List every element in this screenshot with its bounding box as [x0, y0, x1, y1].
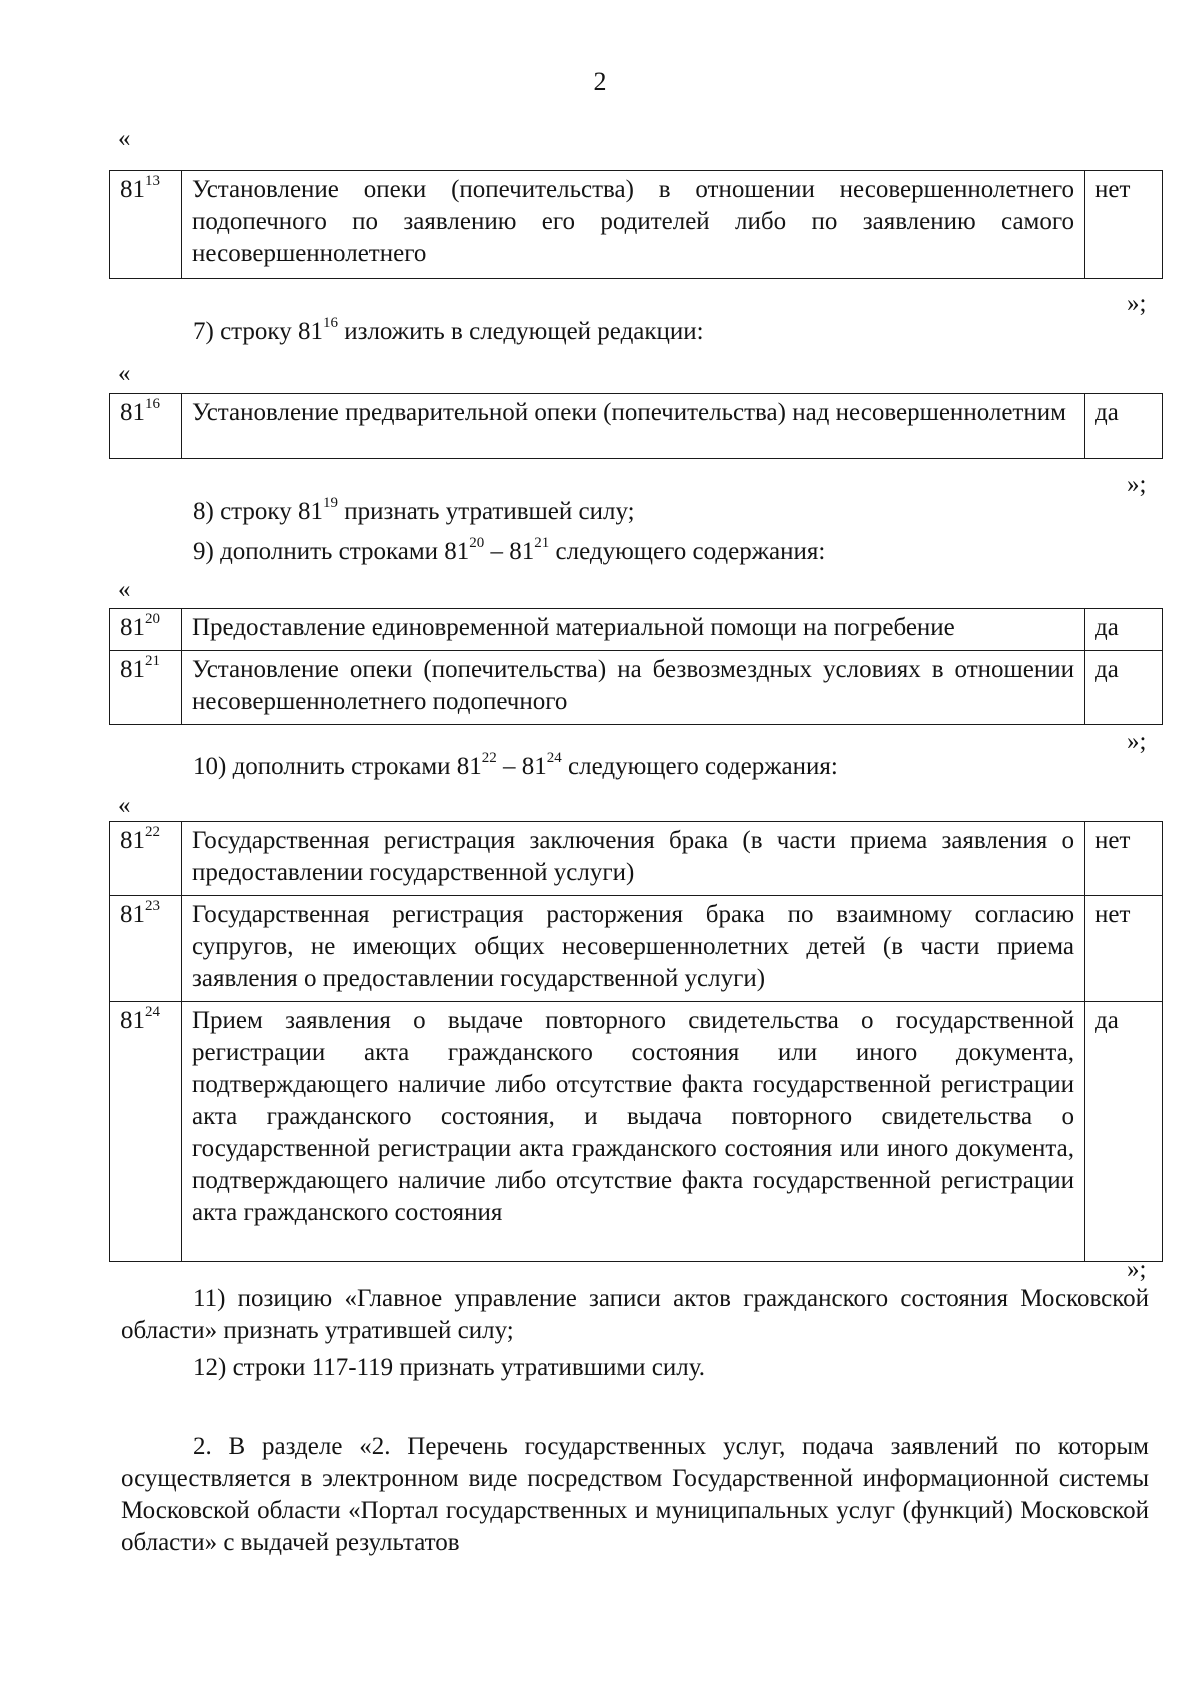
row-number: $81^{20}$	[110, 609, 182, 651]
row-value: да	[1085, 651, 1163, 725]
closing-quote: »;	[1127, 1256, 1147, 1283]
row-number: $81^{16}$	[110, 394, 182, 459]
closing-quote: »;	[1127, 290, 1147, 317]
row-number: $81^{13}$	[110, 171, 182, 279]
item-7: 7) строку $81^{16}$ изложить в следующей редакции:	[193, 315, 704, 345]
table-row-81-16	[109, 393, 1163, 459]
item-9: 9) дополнить строками $81^{20} - 81^{21}$ следующего содержания:	[193, 535, 826, 565]
row-description: Государственная регистрация расторжения брака по взаимному согласию супругов, не имеющих общих несовершеннолетних детей (в части приема заявления о предоставлении государственной услуги)	[182, 896, 1085, 1002]
opening-quote: «	[118, 360, 131, 387]
closing-quote: »;	[1127, 471, 1147, 498]
row-value: нет	[1085, 822, 1163, 896]
table-row	[110, 822, 1163, 896]
opening-quote: «	[118, 125, 131, 152]
row-value: да	[1085, 1002, 1163, 1262]
opening-quote: «	[118, 576, 131, 603]
row-description: Прием заявления о выдаче повторного свидетельства о государственной регистрации акта гражданского состояния или иного документа, подтверждающего наличие либо отсутствие факта государственной регистрации акта гражданского состояния, и выдача повторного свидетельства о государственной регистрации акта гражданского состояния или иного документа, подтверждающего наличие либо отсутствие факта государственной регистрации акта гражданского состояния	[182, 1002, 1085, 1262]
row-value: нет	[1085, 896, 1163, 1002]
row-value: нет	[1085, 171, 1163, 279]
item-12: 12) строки 117-119 признать утратившими силу.	[193, 1354, 705, 1381]
row-number: $81^{23}$	[110, 896, 182, 1002]
table-row	[110, 394, 1163, 459]
row-number: $81^{24}$	[110, 1002, 182, 1262]
table-rows-81-22-24	[109, 821, 1163, 1262]
section-2-paragraph: 2. В разделе «2. Перечень государственных услуг, подача заявлений по которым осуществляется в электронном виде посредством Государственной информационной системы Московской области «Портал государственных и муниципальных услуг (функций) Московской области» с выдачей результатов	[121, 1433, 1149, 1556]
table-row	[110, 609, 1163, 651]
opening-quote: «	[118, 792, 131, 819]
item-10: 10) дополнить строками $81^{22} - 81^{24}$ следующего содержания:	[193, 750, 838, 780]
closing-quote: »;	[1127, 728, 1147, 755]
row-description: Предоставление единовременной материальной помощи на погребение	[182, 609, 1085, 651]
table-rows-81-20-21	[109, 608, 1163, 725]
row-description: Установление предварительной опеки (попечительства) над несовершеннолетним	[182, 394, 1085, 459]
table-row	[110, 171, 1163, 279]
table-row	[110, 1002, 1163, 1262]
page-number: 2	[593, 67, 607, 96]
row-number: $81^{21}$	[110, 651, 182, 725]
table-row	[110, 896, 1163, 1002]
row-description: Установление опеки (попечительства) на безвозмездных условиях в отношении несовершеннолетнего подопечного	[182, 651, 1085, 725]
row-value: да	[1085, 394, 1163, 459]
table-row-81-13	[109, 170, 1163, 279]
table-row	[110, 651, 1163, 725]
row-description: Государственная регистрация заключения брака (в части приема заявления о предоставлении государственной услуги)	[182, 822, 1085, 896]
item-11: 11) позицию «Главное управление записи актов гражданского состояния Московской области» признать утратившей силу;	[121, 1285, 1149, 1344]
row-description: Установление опеки (попечительства) в отношении несовершеннолетнего подопечного по заявлению его родителей либо по заявлению самого несовершеннолетнего	[182, 171, 1085, 279]
row-number: $81^{22}$	[110, 822, 182, 896]
item-8: 8) строку $81^{19}$ признать утратившей силу;	[193, 495, 635, 525]
row-value: да	[1085, 609, 1163, 651]
